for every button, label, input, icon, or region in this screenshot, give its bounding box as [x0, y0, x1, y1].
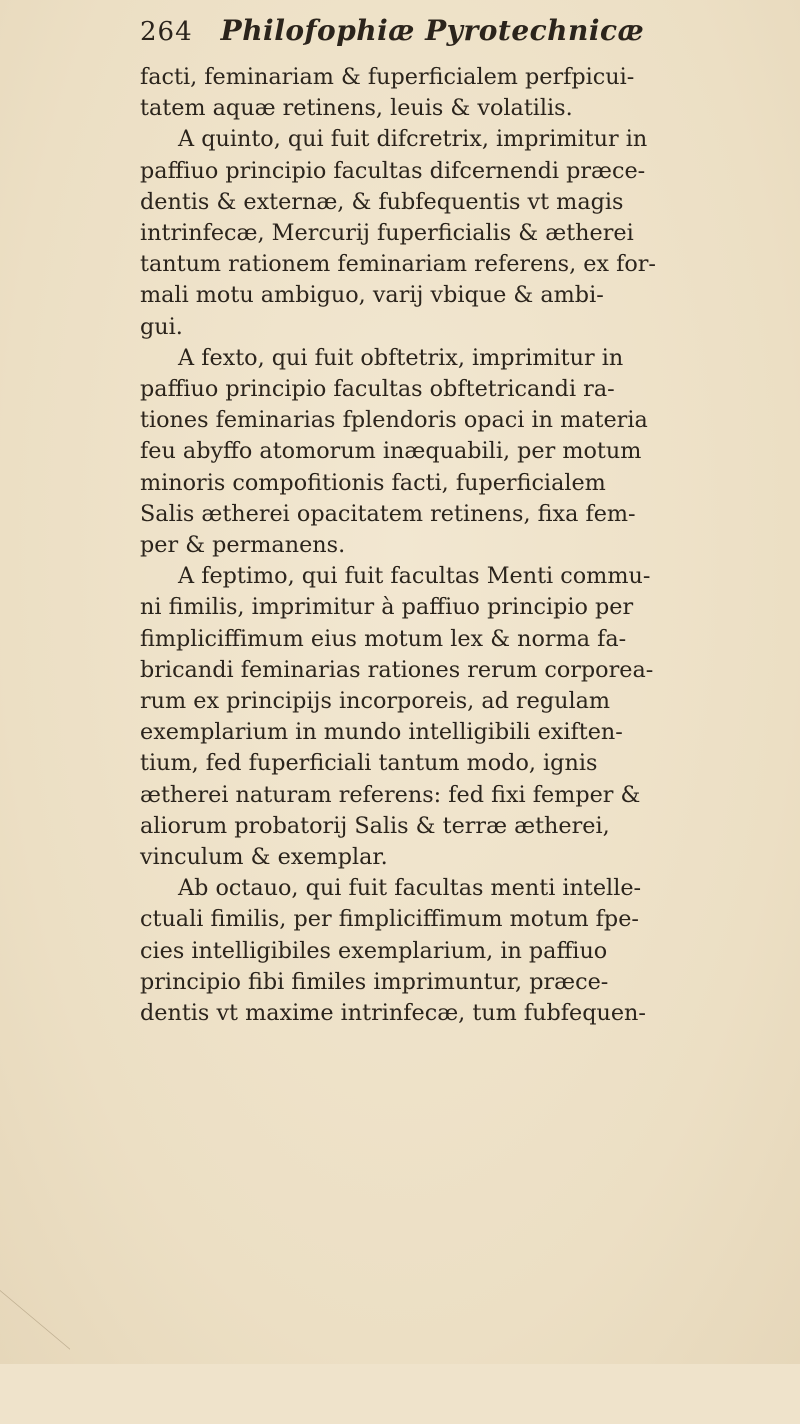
text-line: minoris compofitionis facti, fuperficialem [140, 469, 606, 496]
text-line: dentis vt maxime intrinfecæ, tum fubfequen- [140, 1000, 646, 1027]
text-line: tantum rationem feminariam referens, ex for- [140, 251, 656, 278]
text-line: intrinfecæ, Mercurij fuperficialis & ætherei [140, 220, 634, 247]
text-line: rum ex principijs incorporeis, ad regulam [140, 688, 611, 715]
text-line: facti, feminariam & fuperficialem perfpicui- [140, 64, 635, 90]
text-line: Salis ætherei opacitatem retinens, fixa fem- [140, 500, 636, 527]
text-line: ctuali fimilis, per fimpliciffimum motum fpe- [140, 906, 639, 933]
text-line: exemplarium in mundo intelligibili exiften- [140, 719, 623, 746]
text-line: dentis & externæ, & fubfequentis vt magis [140, 188, 624, 215]
text-line: paffiuo principio facultas difcernendi præce- [140, 157, 646, 184]
page-header [140, 14, 700, 62]
text-line: vinculum & exemplar. [140, 844, 388, 871]
text-line: tium, fed fuperficiali tantum modo, ignis [140, 750, 598, 777]
paragraph-start-line: Ab octauo, qui fuit facultas menti intelle- [178, 875, 642, 902]
text-line: ætherei naturam referens: fed fixi femper & [140, 781, 641, 808]
text-line: cies intelligibiles exemplarium, in paffiuo [140, 937, 608, 964]
text-line: mali motu ambiguo, varij vbique & ambi- [140, 282, 604, 309]
paper-crease [0, 1290, 70, 1424]
text-line: feu abyffo atomorum inæquabili, per motum [140, 438, 642, 465]
text-line: per & permanens. [140, 532, 346, 559]
paragraph-start-line: A fexto, qui fuit obftetrix, imprimitur in [178, 344, 624, 371]
text-line: principio fibi fimiles imprimuntur, præce- [140, 968, 609, 995]
text-line: tiones feminarias fplendoris opaci in materia [140, 407, 648, 434]
text-line: tatem aquæ retinens, leuis & volatilis. [140, 95, 573, 122]
text-line: fimpliciffimum eius motum lex & norma fa- [140, 625, 627, 652]
running-title: Philofophiæ Pyrotechnicæ [220, 14, 645, 47]
paragraph-start-line: A feptimo, qui fuit facultas Menti commu- [178, 563, 651, 590]
text-line: ni fimilis, imprimitur à paffiuo principio per [140, 594, 634, 621]
text-line: aliorum probatorij Salis & terræ ætherei, [140, 812, 610, 839]
body-text [140, 62, 776, 1029]
page-number: 264 [140, 17, 193, 47]
text-line: gui. [140, 313, 183, 340]
text-line: paffiuo principio facultas obftetricandi ra- [140, 376, 615, 403]
paragraph-start-line: A quinto, qui fuit difcretrix, imprimitur in [178, 126, 648, 153]
text-line: bricandi feminarias rationes rerum corporea- [140, 656, 654, 683]
